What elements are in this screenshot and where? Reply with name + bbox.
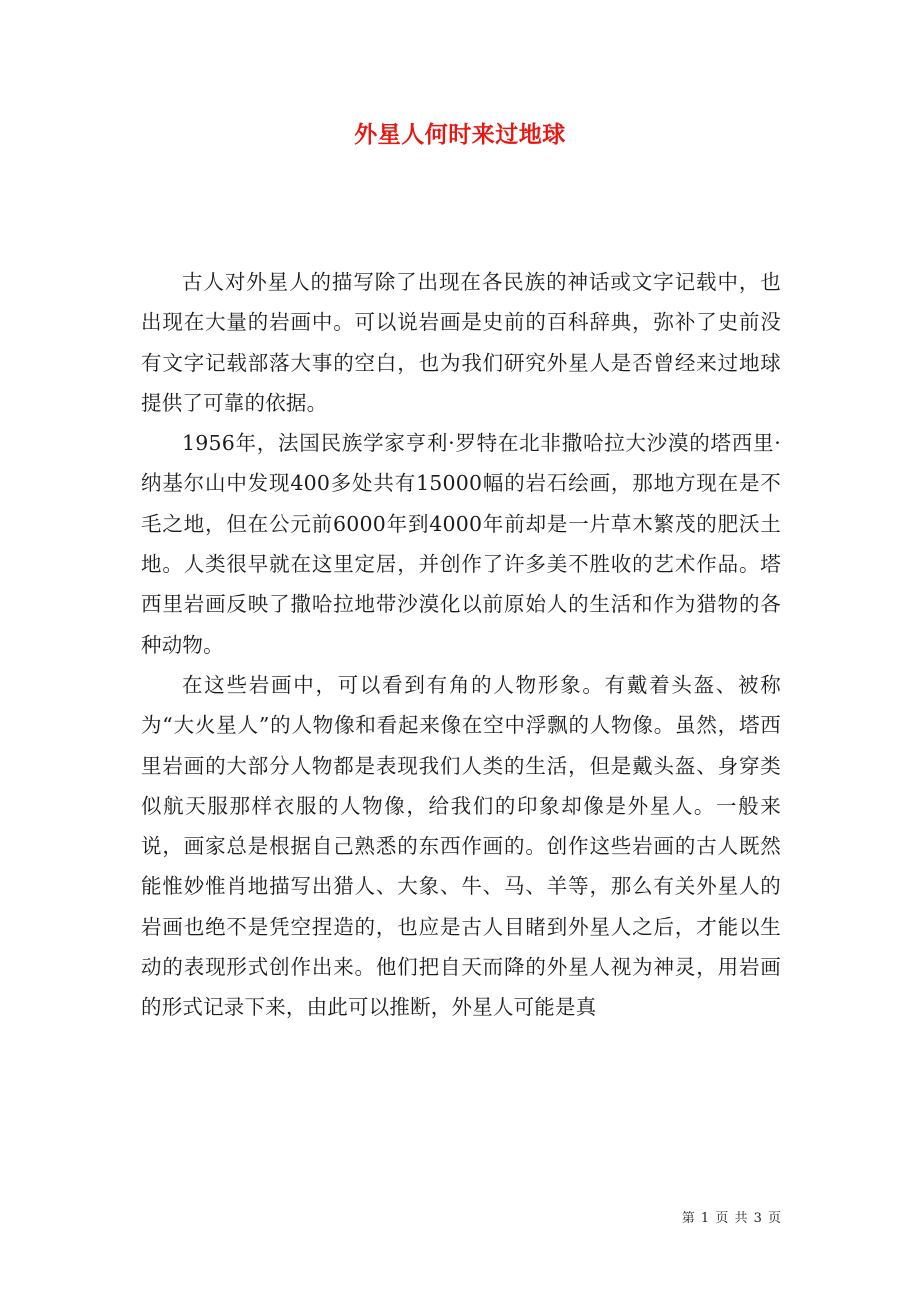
- document-title: 外星人何时来过地球: [354, 121, 566, 148]
- page-number-footer: 第 1 页 共 3 页: [681, 1211, 782, 1226]
- document-body: [141, 262, 781, 1028]
- paragraph-3: 在这些岩画中，可以看到有角的人物形象。有戴着头盔、被称为“大火星人”的人物像和看起来像在空中浮飘的人物像。虽然，塔西里岩画的大部分人物都是表现我们人类的生活，但是戴头盔、身穿类似航天服那样衣服的人物像，给我们的印象却像是外星人。一般来说，画家总是根据自己熟悉的东西作画的。创作这些岩画的古人既然能惟妙惟肖地描写出猎人、大象、牛、马、羊等，那么有关外星人的岩画也绝不是凭空捏造的，也应是古人目睹到外星人之后，才能以生动的表现形式创作出来。他们把自天而降的外星人视为神灵，用岩画的形式记录下来，由此可以推断，外星人可能是真: [141, 672, 781, 1020]
- paragraph-1: 古人对外星人的描写除了出现在各民族的神话或文字记载中，也出现在大量的岩画中。可以说岩画是史前的百科辞典，弥补了史前没有文字记载部落大事的空白，也为我们研究外星人是否曾经来过地球提供了可靠的依据。: [141, 270, 781, 415]
- paragraph-2: 1956年，法国民族学家亨利·罗特在北非撒哈拉大沙漠的塔西里·纳基尔山中发现400多处共有15000幅的岩石绘画，那地方现在是不毛之地，但在公元前6000年到4000年前却是一片草木繁茂的肥沃土地。人类很早就在这里定居，并创作了许多美不胜收的艺术作品。塔西里岩画反映了撒哈拉地带沙漠化以前原始人的生活和作为猎物的各种动物。: [141, 431, 781, 657]
